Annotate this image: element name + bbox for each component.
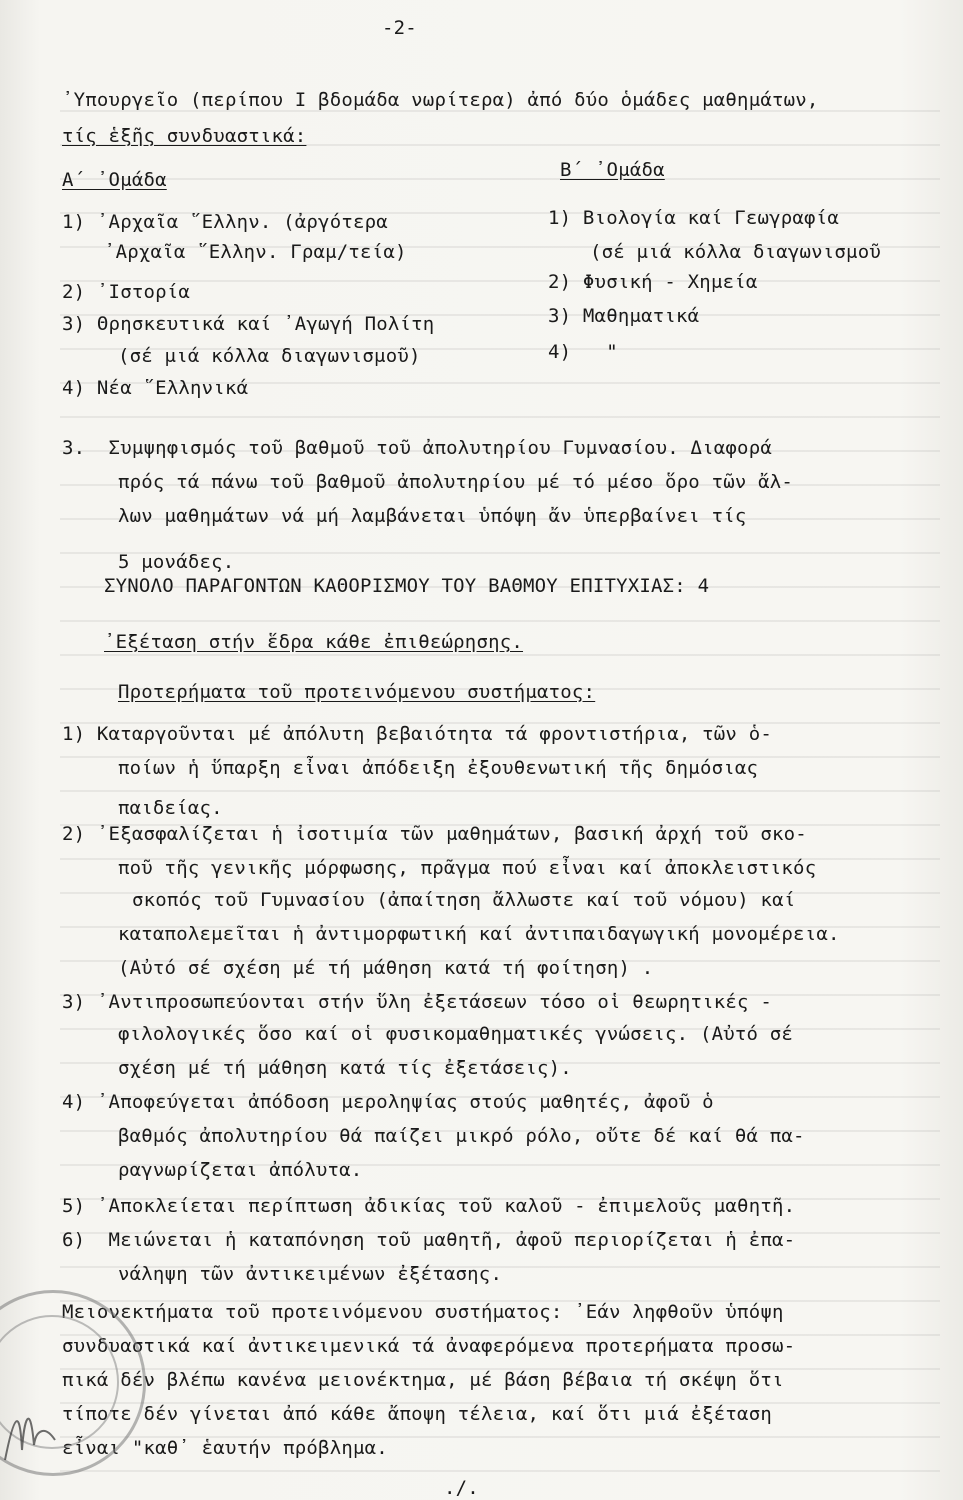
group-a-item: ᾽Αρχαῖα ῞Ελλην. Γραμ/τεία) (104, 241, 407, 263)
group-b-heading: Β΄ ᾽Ομάδα (560, 159, 665, 181)
text-line: φιλολογικές ὅσο καί οἱ φυσικομαθηματικές γνώσεις. (Αὐτό σέ (118, 1023, 794, 1045)
text-line: σκοπός τοῦ Γυμνασίου (ἀπαίτηση ἄλλωστε καί τοῦ νόμου) καί (132, 889, 796, 911)
text-line: 6) Μειώνεται ἡ καταπόνηση τοῦ μαθητῆ, ἀφοῦ περιορίζεται ἡ ἐπα- (62, 1229, 796, 1251)
text-line: ποῦ τῆς γενικῆς μόρφωσης, πρᾶγμα πού εἶναι καί ἀποκλειστικός (118, 857, 817, 879)
text-line: συνδυαστικά καί ἀντικειμενικά τά ἀναφερόμενα προτερήματα προσω- (62, 1335, 796, 1357)
text-line: 4) ᾽Αποφεύγεται ἀπόδοση μεροληψίας στούς μαθητές, ἀφοῦ ὁ (62, 1091, 714, 1113)
text-line: 2) ᾽Εξασφαλίζεται ἡ ἰσοτιμία τῶν μαθημάτων, βασική ἀρχή τοῦ σκο- (62, 823, 807, 845)
text-line: ραγνωρίζεται ἀπόλυτα. (118, 1159, 363, 1181)
text-line: εἶναι "καθ᾽ ἑαυτήν πρόβλημα. (62, 1437, 388, 1459)
text-line: 5 μονάδες. (118, 551, 235, 573)
text-line: σχέση μέ τή μάθηση κατά τίς ἐξετάσεις). (118, 1057, 572, 1079)
text-line: νάληψη τῶν ἀντικειμένων ἐξέτασης. (118, 1263, 503, 1285)
group-a-item: 4) Νέα ῞Ελληνικά (62, 377, 249, 399)
text-line: ΣΥΝΟΛΟ ΠΑΡΑΓΟΝΤΩΝ ΚΑΘΟΡΙΣΜΟΥ ΤΟΥ ΒΑΘΜΟΥ ΕΠΙΤΥΧΙΑΣ: 4 (104, 575, 710, 597)
text-line: πικά δέν βλέπω κανένα μειονέκτημα, μέ βάση βέβαια τή σκέψη ὅτι (62, 1369, 784, 1391)
text-line: βαθμός ἀπολυτηρίου θά παίζει μικρό ρόλο, οὔτε δέ καί θά πα- (118, 1125, 805, 1147)
group-a-item: 2) ᾽Ιστορία (62, 281, 191, 303)
group-a-item: 1) ᾽Αρχαῖα ῞Ελλην. (ἀργότερα (62, 211, 388, 233)
text-line: ποίων ἡ ὕπαρξη εἶναι ἀπόδειξη ἐξουθενωτική τῆς δημόσιας (118, 757, 759, 779)
page-number: -2- (382, 17, 417, 39)
text-line: 5) ᾽Αποκλείεται περίπτωση ἀδικίας τοῦ καλοῦ - ἐπιμελοῦς μαθητῆ. (62, 1195, 796, 1217)
text-line: 3. Συμψηφισμός τοῦ βαθμοῦ τοῦ ἀπολυτηρίου Γυμνασίου. Διαφορά (62, 437, 772, 459)
group-b-item: 1) Βιολογία καί Γεωγραφία (548, 207, 839, 229)
text-line: (Αὐτό σέ σχέση μέ τή μάθηση κατά τή φοίτηση) . (118, 957, 654, 979)
signature (0, 1390, 60, 1470)
group-a-item: (σέ μιά κόλλα διαγωνισμοῦ) (118, 345, 421, 367)
text-line: παιδείας. (118, 797, 223, 819)
group-a-item: 3) Θρησκευτικά καί ᾽Αγωγή Πολίτη (62, 313, 435, 335)
text-line: πρός τά πάνω τοῦ βαθμοῦ ἀπολυτηρίου μέ τό μέσο ὅρο τῶν ἄλ- (118, 471, 794, 493)
text-line: τίποτε δέν γίνεται ἀπό κάθε ἄποψη τέλεια, καί ὅτι μιά ἐξέταση (62, 1403, 772, 1425)
text-line: 3) ᾽Αντιπροσωπεύονται στήν ὕλη ἐξετάσεων τόσο οἱ θεωρητικές - (62, 991, 772, 1013)
text-line: Μειονεκτήματα τοῦ προτεινόμενου συστήματος: ᾽Εάν ληφθοῦν ὑπόψη (62, 1301, 784, 1323)
text-line: τίς ἑξῆς συνδυαστικά: (62, 125, 307, 147)
group-b-item: 2) Φυσική - Χημεία (548, 271, 758, 293)
section-heading: ᾽Εξέταση στήν ἕδρα κάθε ἐπιθεώρησης. (104, 631, 524, 653)
continuation-mark: ./. (444, 1477, 479, 1499)
group-b-item: 4) " (548, 341, 618, 363)
text-line: καταπολεμεῖται ἡ ἀντιμορφωτική καί ἀντιπαιδαγωγική μονομέρεια. (118, 923, 840, 945)
text-line: ᾽Υπουργεῖο (περίπου Ι βδομάδα νωρίτερα) ἀπό δύο ὁμάδες μαθημάτων, (62, 89, 819, 111)
group-a-heading: Α΄ ᾽Ομάδα (62, 169, 167, 191)
text-line: 1) Καταργοῦνται μέ ἀπόλυτη βεβαιότητα τά φροντιστήρια, τῶν ὁ- (62, 723, 772, 745)
text-line: λων μαθημάτων νά μή λαμβάνεται ὑπόψη ἄν ὑπερβαίνει τίς (118, 505, 747, 527)
group-b-item: (σέ μιά κόλλα διαγωνισμοῦ (590, 241, 881, 263)
group-b-item: 3) Μαθηματικά (548, 305, 700, 327)
section-heading: Προτερήματα τοῦ προτεινόμενου συστήματος: (118, 681, 596, 703)
